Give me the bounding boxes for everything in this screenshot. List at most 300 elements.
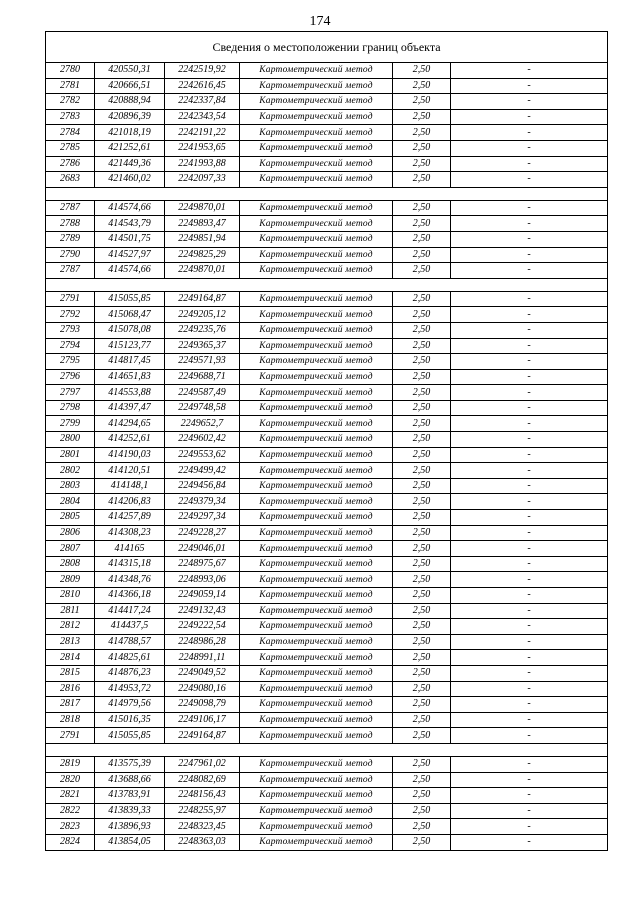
determination-method-cell: Картометрический метод — [240, 834, 393, 850]
determination-method-cell: Картометрический метод — [240, 541, 393, 557]
y-coordinate-cell: 2248323,45 — [165, 819, 240, 835]
description-cell: - — [451, 354, 608, 370]
boundary-table-sheet — [45, 31, 607, 851]
table-row — [46, 478, 608, 494]
table-row — [46, 354, 608, 370]
x-coordinate-cell: 414348,76 — [95, 572, 165, 588]
accuracy-cell: 2,50 — [393, 125, 451, 141]
accuracy-cell: 2,50 — [393, 756, 451, 772]
description-cell: - — [451, 231, 608, 247]
y-coordinate-cell: 2249688,71 — [165, 369, 240, 385]
determination-method-cell: Картометрический метод — [240, 63, 393, 79]
determination-method-cell: Картометрический метод — [240, 572, 393, 588]
x-coordinate-cell: 414294,65 — [95, 416, 165, 432]
x-coordinate-cell: 415123,77 — [95, 338, 165, 354]
accuracy-cell: 2,50 — [393, 78, 451, 94]
accuracy-cell: 2,50 — [393, 681, 451, 697]
x-coordinate-cell: 420888,94 — [95, 94, 165, 110]
point-number-cell: 2802 — [46, 463, 95, 479]
y-coordinate-cell: 2249164,87 — [165, 291, 240, 307]
determination-method-cell: Картометрический метод — [240, 354, 393, 370]
y-coordinate-cell: 2242616,45 — [165, 78, 240, 94]
determination-method-cell: Картометрический метод — [240, 94, 393, 110]
description-cell: - — [451, 572, 608, 588]
description-cell: - — [451, 247, 608, 263]
x-coordinate-cell: 414308,23 — [95, 525, 165, 541]
accuracy-cell: 2,50 — [393, 541, 451, 557]
x-coordinate-cell: 421449,36 — [95, 156, 165, 172]
point-number-cell: 2823 — [46, 819, 95, 835]
table-row — [46, 525, 608, 541]
table-row — [46, 291, 608, 307]
accuracy-cell: 2,50 — [393, 478, 451, 494]
determination-method-cell: Картометрический метод — [240, 556, 393, 572]
determination-method-cell: Картометрический метод — [240, 712, 393, 728]
x-coordinate-cell: 421018,19 — [95, 125, 165, 141]
point-number-cell: 2816 — [46, 681, 95, 697]
accuracy-cell: 2,50 — [393, 712, 451, 728]
y-coordinate-cell: 2249379,34 — [165, 494, 240, 510]
point-number-cell: 2782 — [46, 94, 95, 110]
point-number-cell: 2809 — [46, 572, 95, 588]
y-coordinate-cell: 2249106,17 — [165, 712, 240, 728]
x-coordinate-cell: 414953,72 — [95, 681, 165, 697]
point-number-cell: 2783 — [46, 109, 95, 125]
description-cell: - — [451, 478, 608, 494]
description-cell: - — [451, 432, 608, 448]
y-coordinate-cell: 2249297,34 — [165, 510, 240, 526]
description-cell: - — [451, 588, 608, 604]
table-row — [46, 172, 608, 188]
accuracy-cell: 2,50 — [393, 772, 451, 788]
description-cell: - — [451, 494, 608, 510]
table-row — [46, 78, 608, 94]
determination-method-cell: Картометрический метод — [240, 447, 393, 463]
table-row — [46, 63, 608, 79]
determination-method-cell: Картометрический метод — [240, 803, 393, 819]
x-coordinate-cell: 414817,45 — [95, 354, 165, 370]
group-separator-row — [46, 187, 608, 200]
description-cell: - — [451, 63, 608, 79]
group-separator-row — [46, 743, 608, 756]
y-coordinate-cell: 2249571,93 — [165, 354, 240, 370]
point-number-cell: 2781 — [46, 78, 95, 94]
determination-method-cell: Картометрический метод — [240, 416, 393, 432]
description-cell: - — [451, 172, 608, 188]
point-number-cell: 2799 — [46, 416, 95, 432]
accuracy-cell: 2,50 — [393, 834, 451, 850]
table-row — [46, 834, 608, 850]
point-number-cell: 2813 — [46, 634, 95, 650]
description-cell: - — [451, 834, 608, 850]
accuracy-cell: 2,50 — [393, 63, 451, 79]
table-row — [46, 447, 608, 463]
determination-method-cell: Картометрический метод — [240, 338, 393, 354]
y-coordinate-cell: 2249049,52 — [165, 665, 240, 681]
y-coordinate-cell: 2249748,58 — [165, 400, 240, 416]
description-cell: - — [451, 400, 608, 416]
table-row — [46, 416, 608, 432]
description-cell: - — [451, 291, 608, 307]
determination-method-cell: Картометрический метод — [240, 772, 393, 788]
group-separator — [46, 187, 608, 200]
point-number-cell: 2804 — [46, 494, 95, 510]
determination-method-cell: Картометрический метод — [240, 463, 393, 479]
point-number-cell: 2805 — [46, 510, 95, 526]
y-coordinate-cell: 2249205,12 — [165, 307, 240, 323]
table-title: Сведения о местоположении границ объекта — [46, 32, 608, 63]
y-coordinate-cell: 2248993,06 — [165, 572, 240, 588]
determination-method-cell: Картометрический метод — [240, 125, 393, 141]
table-row — [46, 541, 608, 557]
x-coordinate-cell: 414527,97 — [95, 247, 165, 263]
point-number-cell: 2819 — [46, 756, 95, 772]
description-cell: - — [451, 697, 608, 713]
description-cell: - — [451, 510, 608, 526]
table-row — [46, 231, 608, 247]
accuracy-cell: 2,50 — [393, 247, 451, 263]
determination-method-cell: Картометрический метод — [240, 697, 393, 713]
x-coordinate-cell: 420896,39 — [95, 109, 165, 125]
point-number-cell: 2793 — [46, 322, 95, 338]
point-number-cell: 2794 — [46, 338, 95, 354]
x-coordinate-cell: 414252,61 — [95, 432, 165, 448]
accuracy-cell: 2,50 — [393, 697, 451, 713]
y-coordinate-cell: 2248363,03 — [165, 834, 240, 850]
accuracy-cell: 2,50 — [393, 263, 451, 279]
accuracy-cell: 2,50 — [393, 665, 451, 681]
determination-method-cell: Картометрический метод — [240, 478, 393, 494]
description-cell: - — [451, 556, 608, 572]
x-coordinate-cell: 414543,79 — [95, 216, 165, 232]
boundary-coordinates-table — [45, 31, 608, 851]
x-coordinate-cell: 413783,91 — [95, 788, 165, 804]
group-separator-row — [46, 278, 608, 291]
accuracy-cell: 2,50 — [393, 572, 451, 588]
point-number-cell: 2795 — [46, 354, 95, 370]
point-number-cell: 2817 — [46, 697, 95, 713]
y-coordinate-cell: 2249825,29 — [165, 247, 240, 263]
table-row — [46, 109, 608, 125]
y-coordinate-cell: 2249098,79 — [165, 697, 240, 713]
table-row — [46, 400, 608, 416]
table-row — [46, 385, 608, 401]
table-row — [46, 369, 608, 385]
y-coordinate-cell: 2249553,62 — [165, 447, 240, 463]
accuracy-cell: 2,50 — [393, 94, 451, 110]
x-coordinate-cell: 414148,1 — [95, 478, 165, 494]
determination-method-cell: Картометрический метод — [240, 588, 393, 604]
description-cell: - — [451, 200, 608, 216]
table-row — [46, 125, 608, 141]
description-cell: - — [451, 463, 608, 479]
x-coordinate-cell: 414501,75 — [95, 231, 165, 247]
table-row — [46, 788, 608, 804]
y-coordinate-cell: 2249602,42 — [165, 432, 240, 448]
table-row — [46, 619, 608, 635]
table-row — [46, 588, 608, 604]
accuracy-cell: 2,50 — [393, 603, 451, 619]
determination-method-cell: Картометрический метод — [240, 525, 393, 541]
determination-method-cell: Картометрический метод — [240, 156, 393, 172]
table-row — [46, 263, 608, 279]
description-cell: - — [451, 322, 608, 338]
y-coordinate-cell: 2249587,49 — [165, 385, 240, 401]
description-cell: - — [451, 369, 608, 385]
table-row — [46, 772, 608, 788]
determination-method-cell: Картометрический метод — [240, 603, 393, 619]
x-coordinate-cell: 414397,47 — [95, 400, 165, 416]
table-title-row — [46, 32, 608, 63]
x-coordinate-cell: 413854,05 — [95, 834, 165, 850]
y-coordinate-cell: 2248975,67 — [165, 556, 240, 572]
accuracy-cell: 2,50 — [393, 432, 451, 448]
point-number-cell: 2803 — [46, 478, 95, 494]
determination-method-cell: Картометрический метод — [240, 247, 393, 263]
description-cell: - — [451, 819, 608, 835]
description-cell: - — [451, 603, 608, 619]
y-coordinate-cell: 2247961,02 — [165, 756, 240, 772]
description-cell: - — [451, 109, 608, 125]
accuracy-cell: 2,50 — [393, 231, 451, 247]
x-coordinate-cell: 413896,93 — [95, 819, 165, 835]
table-row — [46, 432, 608, 448]
description-cell: - — [451, 619, 608, 635]
x-coordinate-cell: 414120,51 — [95, 463, 165, 479]
description-cell: - — [451, 712, 608, 728]
x-coordinate-cell: 414190,03 — [95, 447, 165, 463]
accuracy-cell: 2,50 — [393, 463, 451, 479]
point-number-cell: 2815 — [46, 665, 95, 681]
y-coordinate-cell: 2242337,84 — [165, 94, 240, 110]
determination-method-cell: Картометрический метод — [240, 400, 393, 416]
point-number-cell: 2820 — [46, 772, 95, 788]
accuracy-cell: 2,50 — [393, 172, 451, 188]
determination-method-cell: Картометрический метод — [240, 650, 393, 666]
description-cell: - — [451, 803, 608, 819]
x-coordinate-cell: 414437,5 — [95, 619, 165, 635]
determination-method-cell: Картометрический метод — [240, 140, 393, 156]
description-cell: - — [451, 338, 608, 354]
determination-method-cell: Картометрический метод — [240, 634, 393, 650]
point-number-cell: 2806 — [46, 525, 95, 541]
point-number-cell: 2792 — [46, 307, 95, 323]
point-number-cell: 2818 — [46, 712, 95, 728]
point-number-cell: 2822 — [46, 803, 95, 819]
table-row — [46, 712, 608, 728]
accuracy-cell: 2,50 — [393, 728, 451, 744]
accuracy-cell: 2,50 — [393, 525, 451, 541]
accuracy-cell: 2,50 — [393, 354, 451, 370]
point-number-cell: 2810 — [46, 588, 95, 604]
table-row — [46, 510, 608, 526]
y-coordinate-cell: 2242097,33 — [165, 172, 240, 188]
point-number-cell: 2791 — [46, 728, 95, 744]
determination-method-cell: Картометрический метод — [240, 619, 393, 635]
table-row — [46, 756, 608, 772]
point-number-cell: 2798 — [46, 400, 95, 416]
point-number-cell: 2812 — [46, 619, 95, 635]
x-coordinate-cell: 414315,18 — [95, 556, 165, 572]
y-coordinate-cell: 2248255,97 — [165, 803, 240, 819]
y-coordinate-cell: 2249228,27 — [165, 525, 240, 541]
determination-method-cell: Картометрический метод — [240, 263, 393, 279]
description-cell: - — [451, 385, 608, 401]
description-cell: - — [451, 156, 608, 172]
y-coordinate-cell: 2241993,88 — [165, 156, 240, 172]
x-coordinate-cell: 420550,31 — [95, 63, 165, 79]
x-coordinate-cell: 414876,23 — [95, 665, 165, 681]
description-cell: - — [451, 307, 608, 323]
accuracy-cell: 2,50 — [393, 216, 451, 232]
description-cell: - — [451, 94, 608, 110]
x-coordinate-cell: 414825,61 — [95, 650, 165, 666]
table-row — [46, 634, 608, 650]
table-row — [46, 819, 608, 835]
x-coordinate-cell: 414574,66 — [95, 200, 165, 216]
description-cell: - — [451, 263, 608, 279]
x-coordinate-cell: 413839,33 — [95, 803, 165, 819]
x-coordinate-cell: 414417,24 — [95, 603, 165, 619]
y-coordinate-cell: 2248991,11 — [165, 650, 240, 666]
description-cell: - — [451, 525, 608, 541]
y-coordinate-cell: 2249365,37 — [165, 338, 240, 354]
accuracy-cell: 2,50 — [393, 634, 451, 650]
point-number-cell: 2797 — [46, 385, 95, 401]
y-coordinate-cell: 2249851,94 — [165, 231, 240, 247]
accuracy-cell: 2,50 — [393, 510, 451, 526]
table-row — [46, 494, 608, 510]
accuracy-cell: 2,50 — [393, 307, 451, 323]
point-number-cell: 2801 — [46, 447, 95, 463]
table-row — [46, 556, 608, 572]
x-coordinate-cell: 414651,83 — [95, 369, 165, 385]
x-coordinate-cell: 414165 — [95, 541, 165, 557]
y-coordinate-cell: 2249870,01 — [165, 263, 240, 279]
point-number-cell: 2787 — [46, 200, 95, 216]
description-cell: - — [451, 756, 608, 772]
determination-method-cell: Картометрический метод — [240, 788, 393, 804]
x-coordinate-cell: 420666,51 — [95, 78, 165, 94]
point-number-cell: 2790 — [46, 247, 95, 263]
x-coordinate-cell: 415055,85 — [95, 291, 165, 307]
determination-method-cell: Картометрический метод — [240, 681, 393, 697]
determination-method-cell: Картометрический метод — [240, 291, 393, 307]
accuracy-cell: 2,50 — [393, 369, 451, 385]
point-number-cell: 2821 — [46, 788, 95, 804]
point-number-cell: 2784 — [46, 125, 95, 141]
determination-method-cell: Картометрический метод — [240, 109, 393, 125]
accuracy-cell: 2,50 — [393, 338, 451, 354]
point-number-cell: 2787 — [46, 263, 95, 279]
determination-method-cell: Картометрический метод — [240, 172, 393, 188]
y-coordinate-cell: 2249080,16 — [165, 681, 240, 697]
table-row — [46, 338, 608, 354]
y-coordinate-cell: 2249456,84 — [165, 478, 240, 494]
table-row — [46, 728, 608, 744]
description-cell: - — [451, 125, 608, 141]
group-separator — [46, 278, 608, 291]
accuracy-cell: 2,50 — [393, 494, 451, 510]
table-row — [46, 650, 608, 666]
accuracy-cell: 2,50 — [393, 819, 451, 835]
table-row — [46, 200, 608, 216]
x-coordinate-cell: 415068,47 — [95, 307, 165, 323]
y-coordinate-cell: 2249164,87 — [165, 728, 240, 744]
y-coordinate-cell: 2249499,42 — [165, 463, 240, 479]
accuracy-cell: 2,50 — [393, 140, 451, 156]
table-row — [46, 572, 608, 588]
determination-method-cell: Картометрический метод — [240, 369, 393, 385]
point-number-cell: 2796 — [46, 369, 95, 385]
point-number-cell: 2789 — [46, 231, 95, 247]
description-cell: - — [451, 541, 608, 557]
accuracy-cell: 2,50 — [393, 650, 451, 666]
description-cell: - — [451, 650, 608, 666]
table-body — [46, 32, 608, 851]
x-coordinate-cell: 414366,18 — [95, 588, 165, 604]
x-coordinate-cell: 415055,85 — [95, 728, 165, 744]
description-cell: - — [451, 728, 608, 744]
point-number-cell: 2788 — [46, 216, 95, 232]
group-separator — [46, 743, 608, 756]
accuracy-cell: 2,50 — [393, 156, 451, 172]
accuracy-cell: 2,50 — [393, 588, 451, 604]
y-coordinate-cell: 2248156,43 — [165, 788, 240, 804]
x-coordinate-cell: 421252,61 — [95, 140, 165, 156]
page-number: 174 — [309, 14, 331, 29]
determination-method-cell: Картометрический метод — [240, 307, 393, 323]
y-coordinate-cell: 2249132,43 — [165, 603, 240, 619]
table-row — [46, 681, 608, 697]
x-coordinate-cell: 414979,56 — [95, 697, 165, 713]
point-number-cell: 2814 — [46, 650, 95, 666]
x-coordinate-cell: 421460,02 — [95, 172, 165, 188]
table-row — [46, 322, 608, 338]
x-coordinate-cell: 414206,83 — [95, 494, 165, 510]
point-number-cell: 2785 — [46, 140, 95, 156]
x-coordinate-cell: 415016,35 — [95, 712, 165, 728]
accuracy-cell: 2,50 — [393, 788, 451, 804]
accuracy-cell: 2,50 — [393, 200, 451, 216]
table-row — [46, 307, 608, 323]
accuracy-cell: 2,50 — [393, 803, 451, 819]
table-row — [46, 603, 608, 619]
accuracy-cell: 2,50 — [393, 385, 451, 401]
determination-method-cell: Картометрический метод — [240, 385, 393, 401]
table-row — [46, 247, 608, 263]
determination-method-cell: Картометрический метод — [240, 231, 393, 247]
determination-method-cell: Картометрический метод — [240, 432, 393, 448]
x-coordinate-cell: 414553,88 — [95, 385, 165, 401]
description-cell: - — [451, 772, 608, 788]
point-number-cell: 2808 — [46, 556, 95, 572]
x-coordinate-cell: 414574,66 — [95, 263, 165, 279]
point-number-cell: 2683 — [46, 172, 95, 188]
determination-method-cell: Картометрический метод — [240, 728, 393, 744]
determination-method-cell: Картометрический метод — [240, 78, 393, 94]
y-coordinate-cell: 2242343,54 — [165, 109, 240, 125]
y-coordinate-cell: 2248082,69 — [165, 772, 240, 788]
accuracy-cell: 2,50 — [393, 322, 451, 338]
description-cell: - — [451, 681, 608, 697]
point-number-cell: 2786 — [46, 156, 95, 172]
accuracy-cell: 2,50 — [393, 556, 451, 572]
determination-method-cell: Картометрический метод — [240, 200, 393, 216]
x-coordinate-cell: 414257,89 — [95, 510, 165, 526]
table-row — [46, 697, 608, 713]
point-number-cell: 2807 — [46, 541, 95, 557]
